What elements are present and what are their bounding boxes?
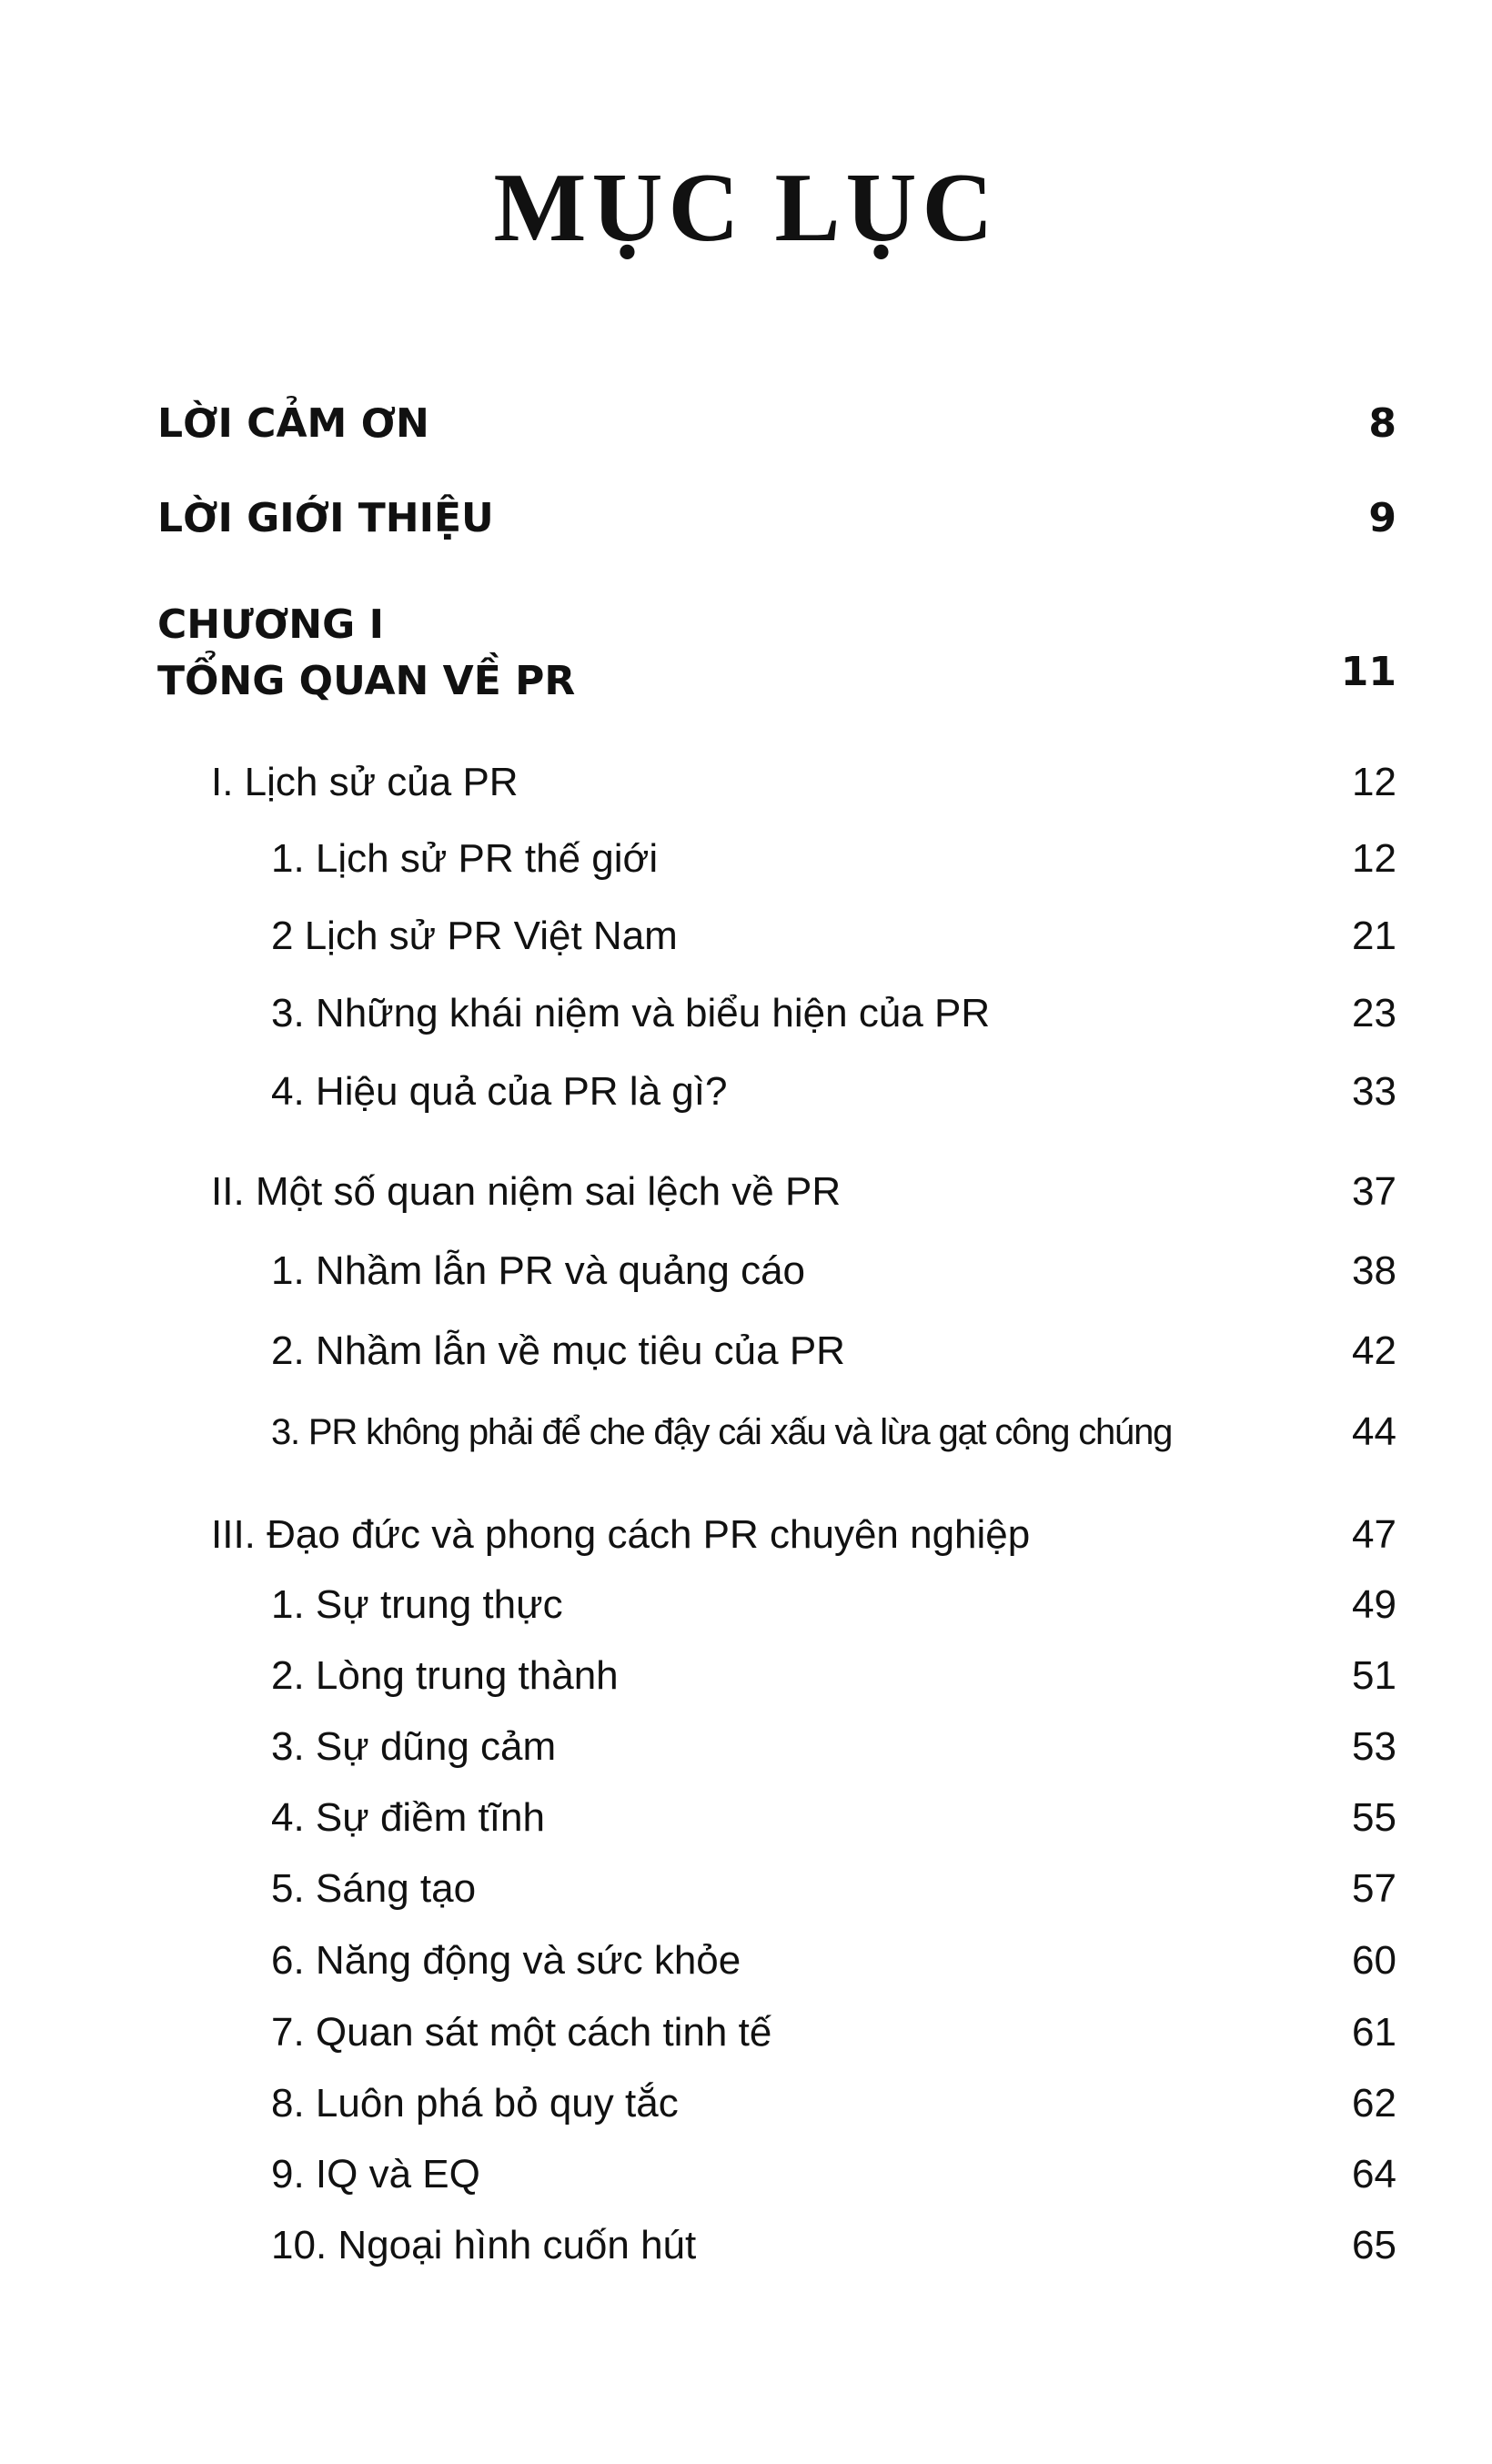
toc-item[interactable] <box>0 1328 1492 1395</box>
toc-item[interactable] <box>0 2081 1492 2147</box>
toc-item[interactable] <box>0 1866 1492 1933</box>
toc-item[interactable] <box>0 1724 1492 1791</box>
toc-item-label: 8. Luôn phá bỏ quy tắc <box>271 2081 679 2126</box>
toc-item[interactable] <box>0 916 1492 980</box>
toc-item-page: 64 <box>1352 2152 1396 2196</box>
toc-item[interactable] <box>0 991 1492 1057</box>
toc-item-label: 7. Quan sát một cách tinh tế <box>271 2010 772 2055</box>
toc-item-page: 57 <box>1352 1866 1396 1911</box>
toc-item-page: 12 <box>1352 836 1396 881</box>
toc-item-label: 3. Những khái niệm và biểu hiện của PR <box>271 991 991 1035</box>
toc-section-label: I. Lịch sử của PR <box>211 760 519 804</box>
chapter-title: TỔNG QUAN VỀ PR <box>157 658 576 704</box>
toc-item[interactable] <box>0 1938 1492 2005</box>
toc-section-label: III. Đạo đức và phong cách PR chuyên nghiệp <box>211 1512 1031 1557</box>
toc-item-page: 55 <box>1352 1795 1396 1840</box>
toc-item-label: 1. Lịch sử PR thế giới <box>271 836 659 881</box>
toc-entry-label: LỜI GIỚI THIỆU <box>157 495 494 541</box>
toc-item[interactable] <box>0 1795 1492 1862</box>
toc-item-label: 1. Sự trung thực <box>271 1582 563 1627</box>
toc-item-page: 38 <box>1352 1248 1396 1293</box>
toc-section-page: 47 <box>1352 1512 1396 1557</box>
toc-item-page: 65 <box>1352 2223 1396 2267</box>
toc-item-page: 23 <box>1352 991 1396 1035</box>
toc-entry-introduction[interactable] <box>0 495 1492 562</box>
toc-section-page: 12 <box>1352 760 1396 804</box>
toc-item-page: 60 <box>1352 1938 1396 1983</box>
page-title: MỤC LỤC <box>493 154 999 262</box>
toc-entry-label: LỜI CẢM ƠN <box>157 400 429 447</box>
toc-item-page: 49 <box>1352 1582 1396 1627</box>
toc-item-page: 42 <box>1352 1328 1396 1373</box>
toc-item[interactable] <box>0 1582 1492 1649</box>
toc-item[interactable] <box>0 836 1492 903</box>
toc-item-page: 61 <box>1352 2010 1396 2055</box>
toc-item-label: 5. Sáng tạo <box>271 1866 477 1911</box>
toc-item-page: 21 <box>1352 914 1396 958</box>
toc-item-page: 53 <box>1352 1724 1396 1769</box>
toc-item[interactable] <box>0 1653 1492 1720</box>
toc-entry-page: 8 <box>1368 400 1396 447</box>
toc-item-page: 62 <box>1352 2081 1396 2126</box>
toc-item-label: 3. PR không phải để che đậy cái xấu và lừa gạt công chúng <box>271 1412 1173 1452</box>
toc-item-label: 2. Lòng trung thành <box>271 1653 619 1698</box>
toc-entry-page: 11 <box>1340 649 1396 695</box>
toc-item[interactable] <box>0 1248 1492 1315</box>
toc-item[interactable] <box>0 2152 1492 2218</box>
toc-item-page: 33 <box>1352 1069 1396 1114</box>
toc-item-label: 10. Ngoại hình cuốn hút <box>271 2223 697 2267</box>
toc-item-label: 1. Nhầm lẫn PR và quảng cáo <box>271 1248 806 1293</box>
toc-item-label: 6. Năng động và sức khỏe <box>271 1938 741 1983</box>
toc-item-label: 4. Sự điềm tĩnh <box>271 1795 545 1840</box>
toc-item-label: 2. Nhầm lẫn về mục tiêu của PR <box>271 1328 845 1373</box>
toc-entry-page: 9 <box>1368 495 1396 541</box>
toc-item-page: 44 <box>1352 1409 1396 1454</box>
toc-item-label: 4. Hiệu quả của PR là gì? <box>271 1069 728 1114</box>
toc-section-2[interactable] <box>0 1169 1492 1236</box>
chapter-number: CHƯƠNG I <box>157 601 384 648</box>
toc-item-page: 51 <box>1352 1653 1396 1698</box>
toc-section-1[interactable] <box>0 762 1492 826</box>
toc-section-page: 37 <box>1352 1169 1396 1214</box>
toc-item[interactable] <box>0 1409 1492 1476</box>
toc-item[interactable] <box>0 2223 1492 2289</box>
toc-section-3[interactable] <box>0 1512 1492 1579</box>
toc-item[interactable] <box>0 1069 1492 1136</box>
toc-item-label: 2 Lịch sử PR Việt Nam <box>271 914 678 958</box>
toc-item-label: 9. IQ và EQ <box>271 2152 480 2196</box>
toc-entry-chapter-1[interactable] <box>0 649 1492 725</box>
toc-item[interactable] <box>0 2010 1492 2076</box>
toc-entry-acknowledgements[interactable] <box>0 400 1492 468</box>
toc-section-label: II. Một số quan niệm sai lệch về PR <box>211 1169 842 1214</box>
toc-item-label: 3. Sự dũng cảm <box>271 1724 557 1769</box>
